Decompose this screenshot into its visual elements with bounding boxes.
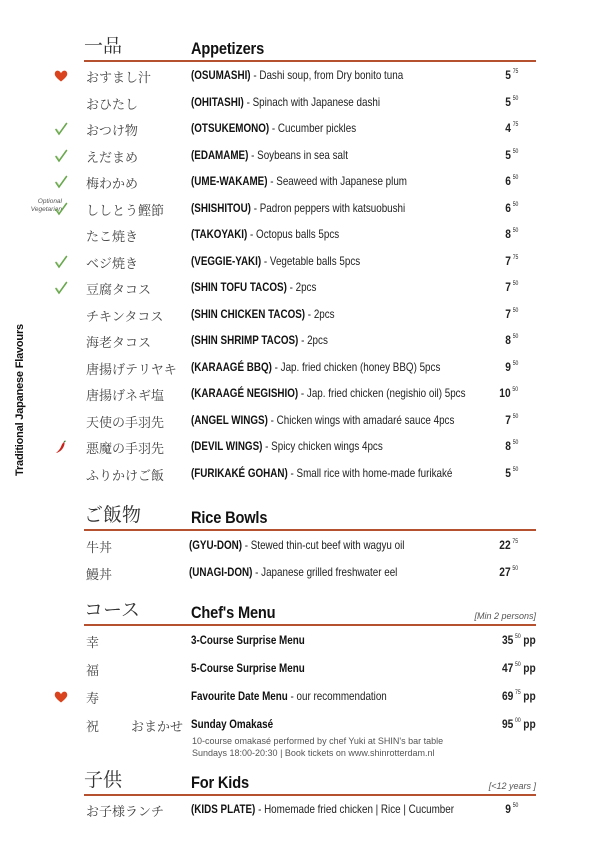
side-label: Traditional Japanese Flavours	[14, 324, 26, 476]
item-description	[191, 661, 305, 675]
item-description	[191, 439, 383, 453]
item-jp-name: 海老タコス	[86, 336, 152, 351]
menu-item	[0, 437, 600, 457]
item-name: (TAKOYAKI)	[191, 227, 248, 241]
item-name: (UME-WAKAME)	[191, 174, 268, 188]
item-detail: - Jap. fried chicken (negishio oil) 5pcs	[298, 386, 466, 400]
section-header-appetizers	[84, 34, 536, 62]
item-description	[189, 565, 397, 579]
price-cents: 50	[512, 360, 518, 367]
menu-item	[0, 659, 600, 679]
section-jp-title: 一品	[84, 35, 123, 57]
price-whole: 7	[504, 280, 511, 294]
item-detail: - 2pcs	[298, 333, 328, 347]
price-whole: 7	[504, 412, 511, 427]
price-whole: 8	[504, 439, 511, 453]
omakase-note-line-1: 10-course omakasé performed by chef Yuki at SHIN's bar table	[192, 736, 444, 746]
check-icon	[54, 255, 68, 269]
item-name: (SHISHITOU)	[191, 200, 251, 215]
check-icon	[54, 202, 68, 216]
item-detail: - Seaweed with Japanese plum	[267, 174, 408, 188]
menu-item	[0, 536, 600, 556]
price-whole: 9	[504, 359, 511, 374]
price-cents: 50	[512, 334, 518, 340]
price-whole: 69	[502, 689, 514, 703]
item-detail: - Vegetable balls 5pcs	[261, 253, 361, 268]
item-jp-name-2: おまかせ	[131, 720, 184, 735]
item-name: (FURIKAKÉ GOHAN)	[191, 465, 288, 480]
item-detail: - Japanese grilled freshwater eel	[252, 565, 398, 579]
item-description	[191, 717, 273, 731]
price-cents: 50	[512, 466, 518, 473]
price-cents: 50	[512, 307, 518, 314]
item-jp-name: 天使の手羽先	[86, 415, 165, 431]
item-name: 3-Course Surprise Menu	[191, 633, 305, 647]
menu-item	[0, 563, 600, 583]
price-whole: 9	[504, 802, 511, 816]
optional-note-line: Optional	[37, 198, 62, 205]
check-icon	[54, 149, 68, 163]
item-description	[191, 68, 403, 82]
item-jp-name: おつけ物	[86, 124, 138, 139]
menu-item	[0, 800, 600, 820]
item-price	[505, 148, 518, 162]
price-cents: 75	[512, 254, 518, 261]
item-name: (OSUMASHI)	[191, 68, 251, 82]
item-name: (KARAAGÉ BBQ)	[191, 359, 272, 374]
item-description	[191, 689, 387, 703]
item-description	[191, 307, 335, 321]
menu-item	[0, 278, 600, 298]
price-whole: 6	[504, 174, 511, 188]
item-price	[505, 254, 518, 268]
item-price	[505, 121, 518, 135]
price-unit: pp	[523, 689, 536, 703]
item-name: (EDAMAME)	[191, 147, 249, 162]
item-detail: - Spicy chicken wings 4pcs	[262, 439, 383, 453]
item-detail: - Jap. fried chicken (honey BBQ) 5pcs	[271, 359, 441, 374]
price-unit: pp	[523, 633, 536, 647]
price-whole: 5	[504, 147, 511, 162]
item-jp-name: チキンタコス	[86, 309, 164, 325]
item-name: (VEGGIE-YAKI)	[191, 253, 262, 268]
item-jp-name: おひたし	[86, 97, 139, 113]
check-icon	[54, 122, 68, 136]
menu-item	[0, 331, 600, 351]
price-cents: 50	[512, 281, 518, 287]
item-detail: - Stewed thin-cut beef with wagyu oil	[242, 538, 405, 552]
item-price	[505, 413, 518, 427]
item-jp-name: 牛丼	[86, 541, 113, 556]
price-cents: 75	[512, 122, 518, 128]
price-whole: 8	[504, 333, 511, 347]
check-icon	[54, 281, 68, 295]
item-detail: - Soybeans in sea salt	[248, 147, 348, 162]
price-cents: 75	[512, 69, 518, 75]
price-cents: 50	[515, 662, 521, 668]
item-description	[191, 95, 380, 109]
item-price	[502, 717, 536, 731]
section-jp-title: コース	[84, 599, 141, 621]
item-price	[505, 307, 518, 321]
item-price	[505, 802, 518, 816]
price-cents: 00	[515, 718, 521, 724]
section-jp-title: 子供	[84, 769, 123, 791]
item-jp-name: 寿	[86, 692, 100, 707]
price-whole: 5	[504, 465, 511, 480]
section-title: Rice Bowls	[191, 508, 268, 527]
section-header-rice-bowls	[84, 503, 536, 531]
item-detail: - Spinach with Japanese dashi	[243, 94, 381, 109]
item-price	[499, 538, 518, 552]
omakase-note	[192, 735, 443, 759]
item-detail: - 2pcs	[286, 280, 317, 294]
item-jp-name: 鰻丼	[86, 568, 113, 583]
section-header-chefs-menu	[84, 598, 536, 626]
price-whole: 5	[504, 68, 511, 82]
check-icon	[54, 175, 68, 189]
item-description	[191, 466, 452, 480]
item-name: (OTSUKEMONO)	[191, 121, 270, 135]
price-cents: 50	[512, 95, 518, 102]
item-jp-name: ししとう鰹節	[86, 203, 165, 219]
price-cents: 50	[512, 228, 518, 234]
item-jp-name: たこ焼き	[86, 230, 139, 245]
item-detail: - Padron peppers with katsuobushi	[250, 200, 406, 215]
price-cents: 50	[512, 413, 518, 420]
price-cents: 50	[515, 634, 521, 640]
price-whole: 95	[502, 717, 514, 731]
menu-item	[0, 687, 600, 707]
price-whole: 35	[502, 633, 514, 647]
menu-item	[0, 411, 600, 431]
item-jp-name: 幸	[86, 636, 100, 651]
menu-item	[0, 172, 600, 192]
price-whole: 5	[504, 94, 511, 109]
price-whole: 10	[499, 386, 511, 400]
price-whole: 8	[504, 227, 511, 241]
item-description	[191, 802, 454, 816]
item-detail: - our recommendation	[287, 689, 387, 703]
item-price	[505, 466, 518, 480]
omakase-note-line-2: Sundays 18:00-20:30 | Book tickets on www.shinrotterdam.nl	[192, 748, 435, 758]
item-description	[191, 254, 360, 268]
item-description	[191, 201, 405, 215]
price-whole: 7	[504, 306, 511, 321]
price-cents: 50	[512, 201, 518, 208]
item-name: (ANGEL WINGS)	[191, 412, 268, 427]
menu-item	[0, 225, 600, 245]
item-description	[191, 333, 328, 347]
item-price	[505, 280, 518, 294]
item-name: (KARAAGÉ NEGISHIO)	[191, 386, 299, 400]
item-description	[191, 121, 356, 135]
heart-icon	[54, 69, 68, 83]
menu-item	[0, 384, 600, 404]
item-name: (OHITASHI)	[191, 94, 244, 109]
item-price	[505, 333, 518, 347]
item-price	[505, 360, 518, 374]
item-description	[191, 413, 454, 427]
item-name: (SHIN SHRIMP TACOS)	[191, 333, 299, 347]
menu-item	[0, 464, 600, 484]
item-name: (DEVIL WINGS)	[191, 439, 263, 453]
item-name: Sunday Omakasé	[191, 717, 274, 731]
item-description	[191, 280, 316, 294]
item-name: (SHIN CHICKEN TACOS)	[191, 306, 306, 321]
price-whole: 4	[504, 121, 511, 135]
price-whole: 47	[502, 661, 514, 675]
item-jp-name: えだまめ	[86, 150, 139, 166]
price-whole: 7	[504, 253, 511, 268]
menu-item	[0, 146, 600, 166]
item-price	[505, 95, 518, 109]
item-jp-name: おすまし汁	[86, 71, 152, 86]
item-price	[499, 565, 518, 579]
section-note: [<12 years ]	[488, 781, 536, 791]
menu-item	[0, 305, 600, 325]
item-detail: - Small rice with home-made furikaké	[287, 465, 453, 480]
menu-item	[0, 199, 600, 219]
item-name: (GYU-DON)	[189, 538, 243, 552]
heart-icon	[54, 690, 68, 704]
item-jp-name: 唐揚げテリヤキ	[86, 362, 177, 378]
item-name: (KIDS PLATE)	[191, 802, 256, 816]
item-description	[191, 174, 407, 188]
price-cents: 50	[512, 440, 518, 446]
menu-item	[0, 93, 600, 113]
menu-item	[0, 119, 600, 139]
item-detail: - Octopus balls 5pcs	[247, 227, 340, 241]
item-detail: - Dashi soup, from Dry bonito tuna	[250, 68, 404, 82]
item-jp-name: ふりかけご飯	[86, 468, 165, 484]
menu-item	[0, 66, 600, 86]
price-whole: 27	[499, 565, 511, 579]
price-cents: 50	[512, 566, 518, 572]
price-cents: 75	[515, 690, 521, 696]
price-unit: pp	[523, 717, 536, 731]
item-name: 5-Course Surprise Menu	[191, 661, 305, 675]
menu-item	[0, 631, 600, 651]
item-jp-name: 唐揚げネギ塩	[86, 389, 165, 404]
menu-item	[0, 358, 600, 378]
price-whole: 22	[499, 538, 511, 552]
item-description	[191, 360, 440, 374]
item-price	[505, 201, 518, 215]
item-description	[191, 386, 466, 400]
item-name: (UNAGI-DON)	[189, 565, 253, 579]
price-cents: 50	[512, 387, 518, 393]
item-price	[505, 439, 518, 453]
item-description	[191, 148, 348, 162]
section-title: Appetizers	[191, 39, 265, 58]
item-description	[191, 633, 305, 647]
chili-icon	[54, 440, 68, 454]
item-price	[505, 68, 518, 82]
section-title: For Kids	[191, 773, 249, 792]
item-description	[191, 227, 339, 241]
item-detail: - 2pcs	[305, 306, 335, 321]
item-detail: - Homemade fried chicken | Rice | Cucumber	[255, 802, 455, 816]
item-jp-name: 悪魔の手羽先	[86, 442, 165, 457]
menu-item	[0, 715, 600, 735]
price-whole: 6	[504, 200, 511, 215]
section-jp-title: ご飯物	[84, 504, 142, 526]
price-unit: pp	[523, 661, 536, 675]
price-cents: 75	[512, 539, 518, 545]
item-price	[502, 661, 536, 675]
item-jp-name: 祝	[86, 720, 100, 735]
optional-note-line: Vegetarian	[30, 206, 62, 213]
section-header-for-kids	[84, 768, 536, 796]
item-name: Favourite Date Menu	[191, 689, 288, 703]
item-jp-name: 梅わかめ	[86, 177, 139, 192]
item-detail: - Chicken wings with amadaré sauce 4pcs	[267, 412, 455, 427]
price-cents: 50	[512, 148, 518, 155]
item-detail: - Cucumber pickles	[269, 121, 357, 135]
item-jp-name: 福	[86, 664, 100, 679]
price-cents: 50	[512, 175, 518, 181]
item-price	[505, 227, 518, 241]
item-name: (SHIN TOFU TACOS)	[191, 280, 287, 294]
item-jp-name: お子様ランチ	[86, 805, 165, 820]
section-title: Chef's Menu	[191, 603, 276, 622]
item-price	[502, 689, 536, 703]
item-description	[189, 538, 404, 552]
item-price	[499, 386, 518, 400]
item-jp-name: ベジ焼き	[86, 256, 139, 272]
item-price	[505, 174, 518, 188]
price-cents: 50	[512, 803, 518, 809]
section-note: [Min 2 persons]	[474, 611, 536, 621]
item-jp-name: 豆腐タコス	[86, 283, 152, 298]
item-price	[502, 633, 536, 647]
menu-item	[0, 252, 600, 272]
